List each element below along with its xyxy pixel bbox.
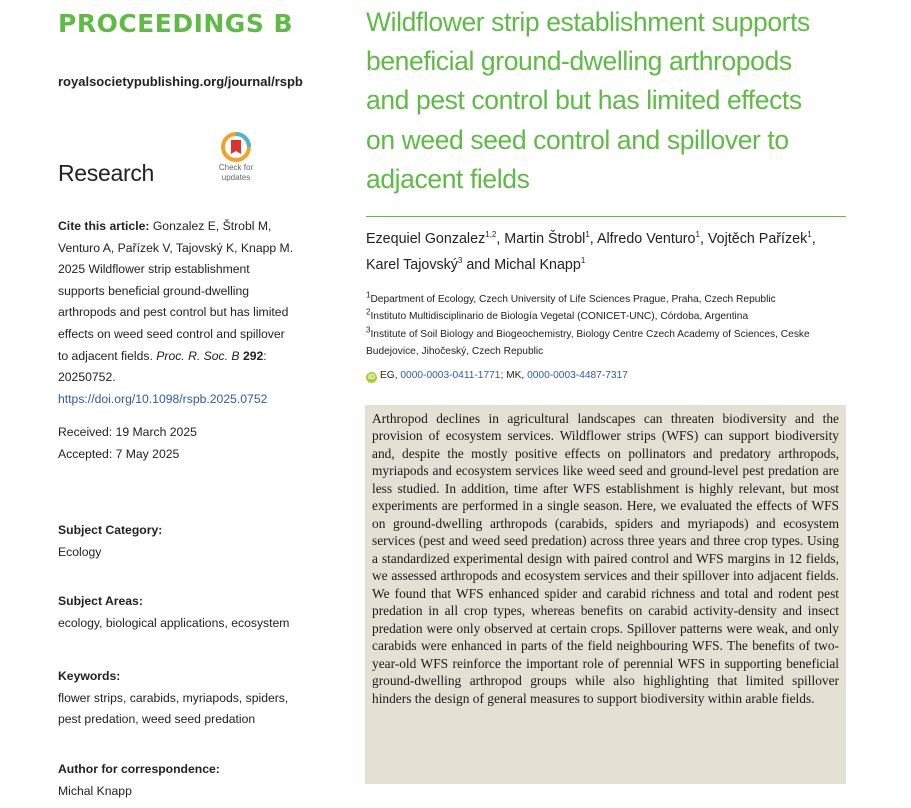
check-updates-line2: updates (221, 173, 251, 182)
affiliations (366, 291, 846, 360)
dates (58, 422, 197, 465)
subject-areas (58, 591, 298, 634)
subject-areas-heading: Subject Areas: (58, 594, 143, 608)
citation-journal: Proc. R. Soc. B (156, 348, 240, 363)
affiliation: $^3$Institute of Soil Biology and Biogeochemistry, Biology Centre Czech Academy of Sciences, Ceske Budejovice, Jihočeský, Czech Republic (366, 325, 810, 357)
orcid-link-eg[interactable]: 0000-0003-0411-1771 (400, 370, 501, 381)
affiliation: $^2$Instituto Multidisciplinario de Biología Vegetal (CONICET-UNC), Córdoba, Argentina (366, 307, 749, 323)
keywords-heading: Keywords: (58, 669, 121, 683)
correspondence (58, 759, 298, 802)
check-updates-line1: Check for (218, 163, 254, 172)
subject-category-heading: Subject Category: (58, 523, 163, 537)
author-affil: 1 (695, 230, 700, 240)
keywords (58, 666, 298, 731)
correspondence-value: Michal Knapp (58, 783, 132, 798)
author-list: Ezequiel Gonzalez$^{1,2}$, Martin Štrobl$^1$, Alfredo Venturo$^1$, Vojtěch Pařízek$^1$, Karel Tajovský$^3$ and Michal Knapp$^1$ (366, 230, 816, 273)
author: Alfredo Venturo (596, 231, 696, 247)
orcid-icon: iD (368, 374, 375, 381)
citation-article: : 20250752. (58, 348, 267, 385)
author-affil: 3 (457, 256, 463, 266)
author: Karel Tajovský (366, 257, 458, 273)
author-affil: 1 (585, 230, 590, 240)
author-affil: 1 (580, 256, 586, 266)
orcid-line: iD EG, 0000-0003-0411-1771; MK, 0000-0003-4487-7317 (368, 370, 628, 381)
check-updates-icon (221, 132, 251, 162)
citation-text: Gonzalez E, Štrobl M, Venturo A, Pařízek V, Tajovský K, Knapp M. 2025 Wildflower strip establishment supports beneficial ground-dwelling arthropods and pest control but has limited effects on weed seed control and spillover to adjacent fields. (58, 219, 294, 363)
received-date: Received: 19 March 2025 (58, 425, 197, 439)
author: Ezequiel Gonzalez (366, 231, 486, 247)
title-divider (366, 216, 846, 217)
article-title: Wildflower strip establishment supports beneficial ground-dwelling arthropods and pest control but has limited effects on weed seed control and spillover to adjacent fields (366, 7, 810, 194)
journal-url[interactable]: royalsocietypublishing.org/journal/rspb (58, 74, 303, 89)
abstract: Arthropod declines in agricultural landscapes can threaten biodiversity and the provision of ecosystem services. Wildflower strips (WFS) can support biodiversity and, despite the mostly positive effects on pollinators and predatory arthropods, myriapods and ecosystem services like weed seed and ground-level pest predation are less studied. In addition, time after WFS establishment is highly relevant, but most experiments are performed in a single season. Here, we evaluated the effects of WFS on ground-dwelling arthropods (carabids, spiders and myriapods) and ecosystem services (pest and weed seed predation) across three years and three crop types. Using a standardized experimental design with paired control and WFS margins in 12 fields, we assessed arthropods and ecosystem services and their spillover into adjacent fields. We found that WFS enhanced spider and carabid richness and total and rodent pest predation in all crop types, whereas benefits on carabid activity-density and insect predation were only observed at certain crops. Spillover patterns were weak, and only carabids were enhanced in parts of the field neighbouring WFS. The benefits of two-year-old WFS reinforce the important role of perennial WFS in supporting beneficial ground-dwelling arthropod groups while also highlighting that limited spillover hinders the design of general measures to support biodiversity within arable fields. (365, 405, 846, 784)
accepted-date: Accepted: 7 May 2025 (58, 446, 180, 461)
orcid-link-mk[interactable]: 0000-0003-4487-7317 (527, 370, 628, 381)
author-affil: 1,2 (485, 230, 497, 240)
affiliation: $^1$Department of Ecology, Czech University of Life Sciences Prague, Praha, Czech Republic (366, 290, 776, 305)
doi-link[interactable]: https://doi.org/10.1098/rspb.2025.0752 (58, 391, 268, 406)
author: Vojtěch Pařízek (707, 231, 808, 247)
author: Martin Štrobl (504, 231, 586, 247)
author: Michal Knapp (494, 257, 581, 273)
keywords-value: flower strips, carabids, myriapods, spiders, pest predation, weed seed predation (58, 690, 289, 727)
citation-label: Cite this article: (58, 219, 150, 233)
citation (58, 216, 294, 410)
subject-category (58, 520, 298, 563)
journal-name: PROCEEDINGS B (58, 9, 294, 38)
correspondence-heading: Author for correspondence: (58, 762, 220, 776)
subject-category-value: Ecology (58, 544, 102, 559)
check-for-updates-badge[interactable] (214, 132, 258, 182)
citation-volume: 292 (239, 348, 264, 363)
article-type: Research (58, 160, 155, 186)
subject-areas-value: ecology, biological applications, ecosystem (58, 615, 290, 630)
author-affil: 1 (807, 230, 812, 240)
